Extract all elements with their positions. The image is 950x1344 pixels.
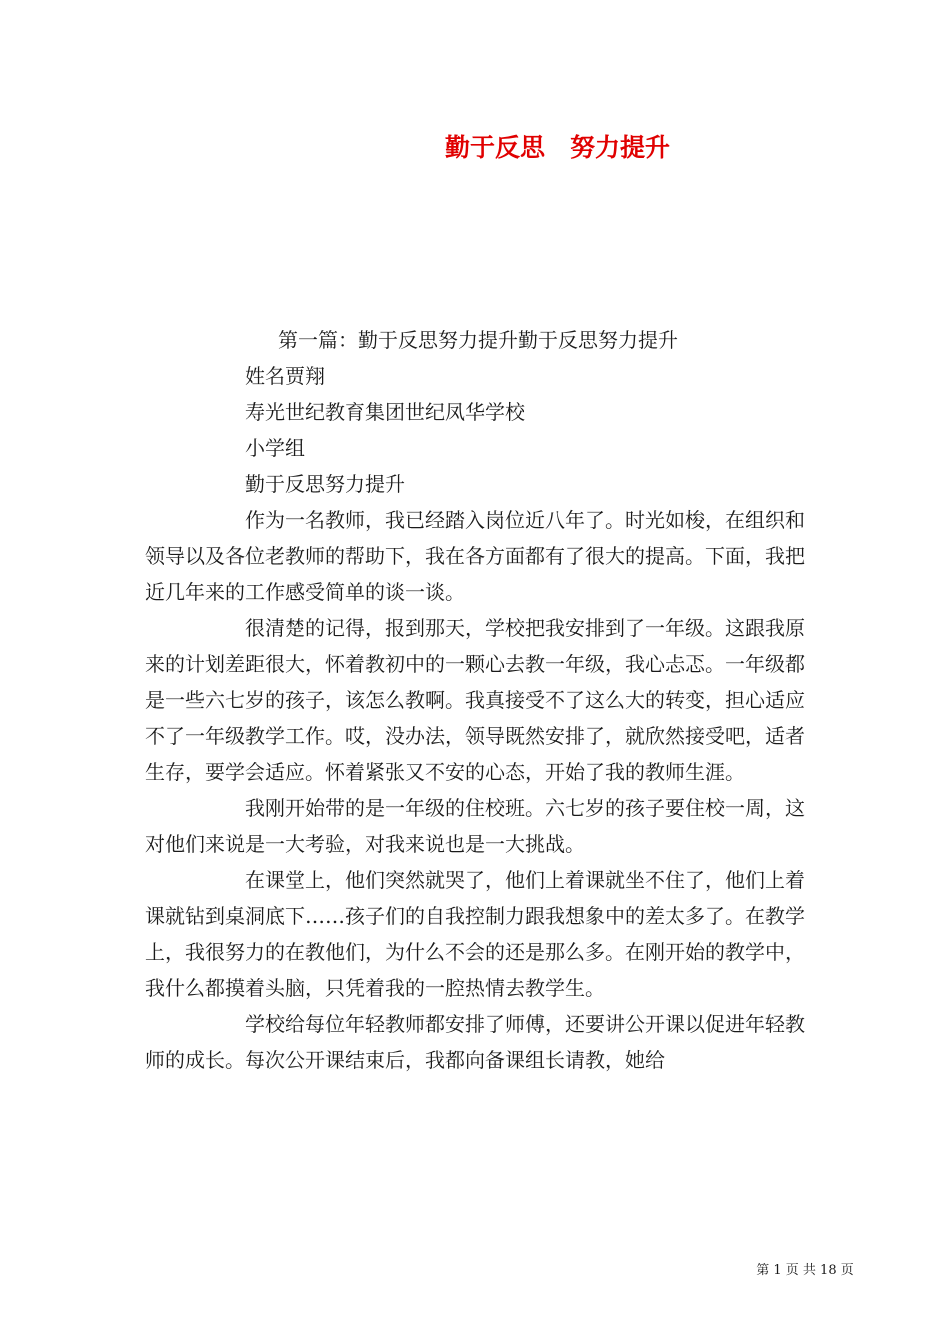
school-name: 寿光世纪教育集团世纪凤华学校: [245, 400, 525, 424]
article-heading: 第一篇：勤于反思努力提升勤于反思努力提升: [278, 328, 678, 352]
paragraph-1: 作为一名教师，我已经踏入岗位近八年了。时光如梭，在组织和领导以及各位老教师的帮助下，我在各方面都有了很大的提高。下面，我把近几年来的工作感受简单的谈一谈。: [145, 508, 805, 604]
paragraph-2: 很清楚的记得，报到那天，学校把我安排到了一年级。这跟我原来的计划差距很大，怀着教初中的一颗心去教一年级，我心忐忑。一年级都是一些六七岁的孩子，该怎么教啊。我真接受不了这么大的转变，担心适应不了一年级教学工作。哎，没办法，领导既然安排了，就欣然接受吧，适者生存，要学会适应。怀着紧张又不安的心态，开始了我的教师生涯。: [145, 616, 805, 784]
document-body: [145, 322, 805, 1078]
paragraph-3: 我刚开始带的是一年级的住校班。六七岁的孩子要住校一周，这对他们来说是一大考验，对我来说也是一大挑战。: [145, 796, 805, 856]
document-title: 勤于反思 努力提升: [444, 133, 670, 162]
author-name: 姓名贾翔: [245, 364, 325, 388]
group-label: 小学组: [245, 436, 305, 460]
page-number: 第 1 页 共 18 页: [756, 1263, 854, 1278]
article-subtitle: 勤于反思努力提升: [245, 472, 405, 496]
paragraph-5: 学校给每位年轻教师都安排了师傅，还要讲公开课以促进年轻教师的成长。每次公开课结束后，我都向备课组长请教，她给: [145, 1012, 805, 1072]
paragraph-4: 在课堂上，他们突然就哭了，他们上着课就坐不住了，他们上着课就钻到桌洞底下……孩子们的自我控制力跟我想象中的差太多了。在教学上，我很努力的在教他们，为什么不会的还是那么多。在刚开始的教学中，我什么都摸着头脑，只凭着我的一腔热情去教学生。: [145, 868, 805, 1000]
